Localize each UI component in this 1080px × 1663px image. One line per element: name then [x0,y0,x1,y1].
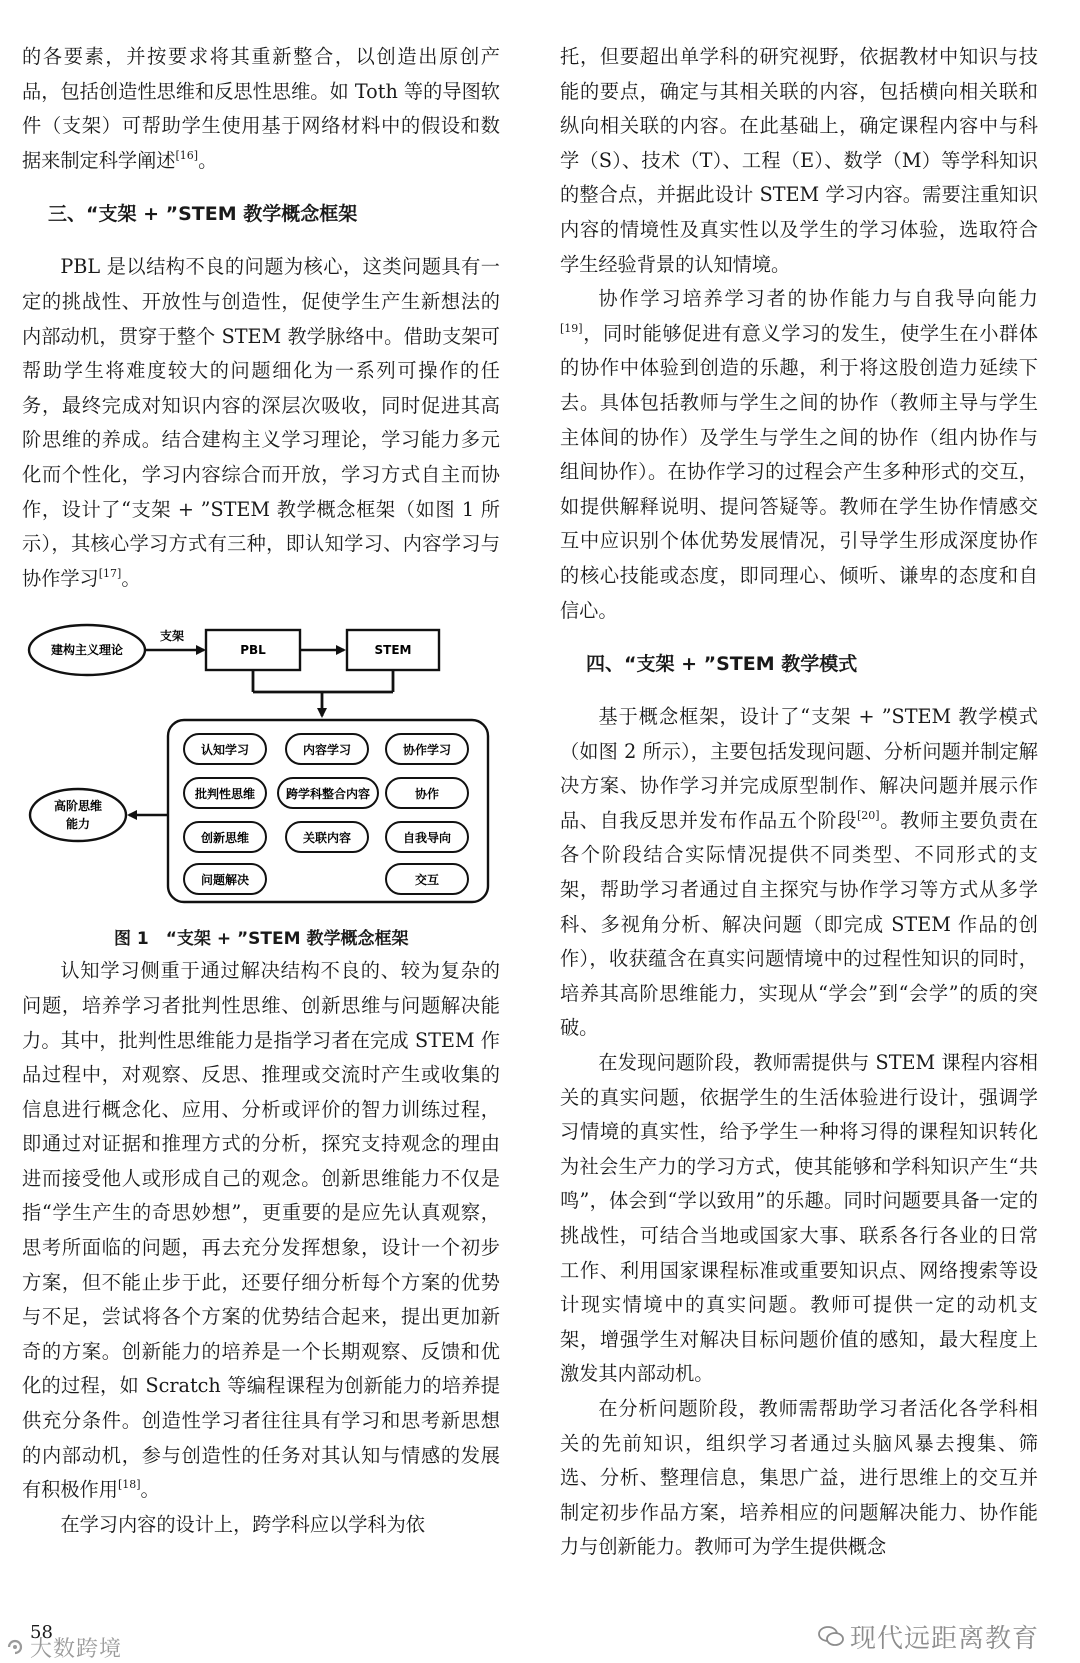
brand-swirl-icon [6,1638,24,1656]
node-higher-order [30,789,126,841]
pill-label: 问题解决 [200,873,250,888]
paragraph: 协作学习培养学习者的协作能力与自我导向能力[19]，同时能够促进有意义学习的发生，使学生在小群体的协作中体验到创造的乐趣，利于将这股创造力延续下去。具体包括教师与学生之间的协作（教师主导与学生主体间的协作）及学生与学生之间的协作（组内协作与组间协作）。在协作学习的过程会产生多种形式的交互，如提供解释说明、提问答疑等。教师在学生协作情感交互中应识别个体优势发展情况，引导学生形成深度协作的核心技能或态度，即同理心、倾听、谦卑的态度和自信心。 [560,287,1038,622]
wechat-icon [818,1625,844,1647]
paragraph: 在学习内容的设计上，跨学科应以学科为依 [60,1512,425,1536]
watermark-right: 现代远距离教育 [818,1618,1039,1655]
section-heading: 三、“支架 + ”STEM 教学概念框架 [48,203,358,226]
right-column [560,40,1038,1565]
pill-label: 交互 [414,873,440,888]
pill-label: 协作学习 [402,743,452,758]
citation: [16] [175,148,199,162]
paragraph: 的各要素，并按要求将其重新整合，以创造出原创产品，包括创造性思维和反思性思维。如 Toth 等的导图软件（支架）可帮助学生使用基于网络材料中的假设和数据来制定科学阐述[16]。 [22,45,500,172]
node-pbl-label: PBL [240,643,266,658]
pill-label: 内容学习 [302,743,352,758]
pill-label: 自我导向 [402,831,452,846]
citation: [18] [117,1478,141,1492]
node-higher-order-line1: 高阶思维 [53,799,103,814]
pill-label: 创新思维 [200,831,250,846]
left-column [22,40,500,1542]
paragraph: 认知学习侧重于通过解决结构不良的、较为复杂的问题，培养学习者批判性思维、创新思维与问题解决能力。其中，批判性思维能力是指学习者在完成 STEM 作品过程中，对观察、反思、推理或交流时产生或收集的信息进行概念化、应用、分析或评价的智力训练过程，即通过对证据和推理方式的分析，探究支持观念的理由进而接受他人或形成自己的观念。创新思维能力不仅是指“学生产生的奇思妙想”，更重要的是应先认真观察，思考所面临的问题，再去充分发挥想象，设计一个初步方案，但不能止步于此，还要仔细分析每个方案的优势与不足，尝试将各个方案的优势结合起来，提出更加新奇的方案。创新能力的培养是一个长期观察、反馈和优化的过程，如 Scratch 等编程课程为创新能力的培养提供充分条件。创造性学习者往往具有学习和思考新思想的内部动机，参与创造性的任务对其认知与情感的发展有积极作用[18]。 [22,959,500,1502]
edge-label-scaffold: 支架 [159,629,185,644]
watermark-left: 大数跨境 [6,1632,122,1663]
citation: [20] [857,808,880,822]
figure-caption: 图 1 “支架 + ”STEM 教学概念框架 [114,929,409,950]
paragraph: 基于概念框架，设计了“支架 + ”STEM 教学模式（如图 2 所示），主要包括发现问题、分析问题并制定解决方案、协作学习并完成原型制作、解决问题并展示作品、自我反思并发布作品五个阶段[20]。教师主要负责在各个阶段结合实际情况提供不同类型、不同形式的支架，帮助学习者通过自主探究与协作学习等方式从多学科、多视角分析、解决问题（即完成 STEM 作品的创作），收获蕴含在真实问题情境中的过程性知识的同时，培养其高阶思维能力，实现从“学会”到“会学”的质的突破。 [560,705,1039,1040]
paragraph: 在分析问题阶段，教师需帮助学习者活化各学科相关的先前知识，组织学习者通过头脑风暴去搜集、筛选、分析、整理信息，集思广益，进行思维上的交互并制定初步作品方案，培养相应的问题解决能力、协作能力与创新能力。教师可为学生提供概念 [560,1396,1038,1559]
pill-label: 跨学科整合内容 [285,787,371,802]
citation: [19] [560,321,583,335]
paragraph: 托，但要超出单学科的研究视野，依据教材中知识与技能的要点，确定与其相关联的内容，包括横向相关联和纵向相关联的内容。在此基础上，确定课程内容中与科学（S）、技术（T）、工程（E）、数学（M）等学科知识的整合点，并据此设计 STEM 学习内容。需要注重知识内容的情境性及真实性以及学生的学习体验，选取符合学生经验背景的认知情境。 [560,45,1038,276]
node-stem-label: STEM [374,643,412,658]
page-number: 58 [30,1622,53,1643]
section-heading: 四、“支架 + ”STEM 教学模式 [586,653,858,676]
pill-label: 关联内容 [302,831,352,846]
paragraph: 在发现问题阶段，教师需提供与 STEM 课程内容相关的真实问题，依据学生的生活体验进行设计，强调学习情境的真实性，给予学生一种将习得的课程知识转化为社会生产力的学习方式，使其能够和学科知识产生“共鸣”，体会到“学以致用”的乐趣。同时问题要具备一定的挑战性，可结合当地或国家大事、联系各行各业的日常工作、利用国家课程标准或重要知识点、网络搜索等设计现实情境中的真实问题。教师可提供一定的动机支架，增强学生对解决目标问题价值的感知，最大程度上激发其内部动机。 [560,1051,1038,1386]
pill-label: 批判性思维 [194,787,256,802]
figure-diagram [22,610,500,918]
pill-label: 认知学习 [200,743,250,758]
pill-label: 协作 [414,787,440,802]
node-higher-order-line2: 能力 [65,817,91,832]
citation: [17] [98,566,122,580]
node-constructivism-label: 建构主义理论 [50,643,124,658]
paragraph: PBL 是以结构不良的问题为核心，这类问题具有一定的挑战性、开放性与创造性，促使学生产生新想法的内部动机，贯穿于整个 STEM 教学脉络中。借助支架可帮助学生将难度较大的问题细化为一系列可操作的任务，最终完成对知识内容的深层次吸收，同时促进其高阶思维的养成。结合建构主义学习理论，学习能力多元化而个性化，学习内容综合而开放，学习方式自主而协作，设计了“支架 + ”STEM 教学概念框架（如图 1 所示），其核心学习方式有三种，即认知学习、内容学习与协作学习[17]。 [22,255,500,590]
